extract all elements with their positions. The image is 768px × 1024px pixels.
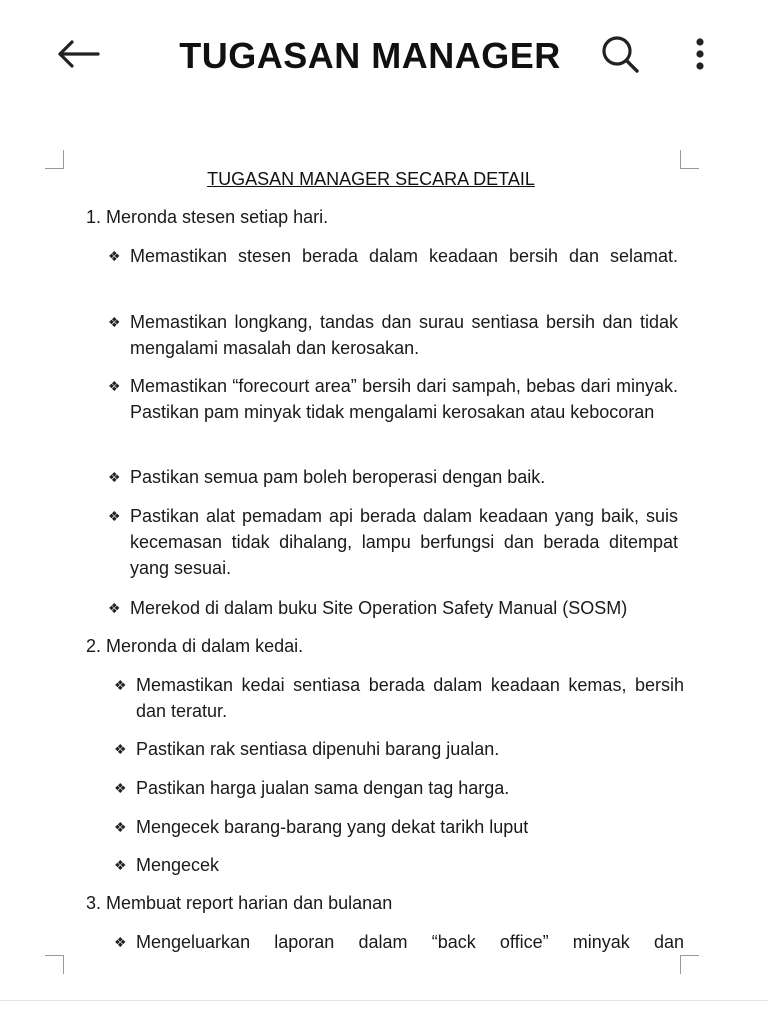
bullet-icon: ❖ — [114, 780, 127, 796]
bullet-icon: ❖ — [114, 677, 127, 693]
search-button[interactable] — [594, 30, 646, 78]
section-heading: 2. Meronda di dalam kedai. — [86, 636, 304, 656]
list-item — [114, 929, 684, 955]
bullet-icon: ❖ — [114, 857, 127, 873]
bullet-icon: ❖ — [114, 741, 127, 757]
list-item-text: Memastikan longkang, tandas dan surau sentiasa bersih dan tidak mengalami masalah dan kerosakan. — [130, 312, 678, 358]
list-item-text: Pastikan semua pam boleh beroperasi dengan baik. — [130, 467, 546, 487]
bottom-divider — [0, 1000, 768, 1001]
more-options-button[interactable] — [680, 30, 720, 78]
list-item — [108, 309, 678, 361]
list-item — [114, 736, 684, 762]
list-item-text: Memastikan kedai sentiasa berada dalam keadaan kemas, bersih dan teratur. — [136, 675, 684, 721]
list-item-text: Mengecek barang-barang yang dekat tarikh luput — [136, 817, 529, 837]
list-item-text: Mengecek — [136, 855, 220, 875]
list-item — [108, 595, 678, 621]
bullet-icon: ❖ — [108, 314, 121, 330]
top-app-bar — [0, 0, 768, 110]
page-corner-mark — [45, 955, 64, 974]
bullet-icon: ❖ — [108, 378, 121, 394]
document-title: TUGASAN MANAGER SECARA DETAIL — [207, 169, 535, 189]
document-page[interactable] — [0, 110, 768, 1000]
list-item — [114, 852, 684, 878]
bullet-icon: ❖ — [108, 469, 121, 485]
more-vertical-icon — [694, 37, 706, 71]
bullet-icon: ❖ — [108, 600, 121, 616]
back-button[interactable] — [46, 30, 110, 78]
app-title: TUGASAN MANAGER — [179, 35, 561, 76]
section-heading: 3. Membuat report harian dan bulanan — [86, 893, 393, 913]
section-heading: 1. Meronda stesen setiap hari. — [86, 207, 329, 227]
page-corner-mark — [680, 955, 699, 974]
list-item-text: Memastikan “forecourt area” bersih dari sampah, bebas dari minyak. Pastikan pam minyak tidak mengalami kerosakan atau kebocoran — [130, 376, 678, 422]
list-item-text: Pastikan rak sentiasa dipenuhi barang jualan. — [136, 739, 500, 759]
list-item — [114, 775, 684, 801]
bullet-icon: ❖ — [108, 508, 121, 524]
search-icon — [600, 34, 640, 74]
list-item-text: Pastikan alat pemadam api berada dalam keadaan yang baik, suis kecemasan tidak dihalang, lampu berfungsi dan berada ditempat yang sesuai. — [130, 506, 678, 578]
list-item — [108, 503, 678, 581]
list-item — [114, 672, 684, 724]
list-item-text: Merekod di dalam buku Site Operation Safety Manual (SOSM) — [130, 598, 628, 618]
bullet-icon: ❖ — [114, 934, 127, 950]
list-item — [114, 814, 684, 840]
list-item-text: Memastikan stesen berada dalam keadaan bersih dan selamat. — [130, 246, 678, 266]
bullet-icon: ❖ — [114, 819, 127, 835]
arrow-left-icon — [56, 39, 100, 69]
list-item-text: Pastikan harga jualan sama dengan tag harga. — [136, 778, 510, 798]
list-item — [108, 464, 678, 490]
list-item-text: Mengeluarkan laporan dalam “back office” minyak dan — [136, 932, 684, 952]
bullet-icon: ❖ — [108, 248, 121, 264]
list-item — [108, 373, 678, 425]
list-item — [108, 243, 678, 269]
